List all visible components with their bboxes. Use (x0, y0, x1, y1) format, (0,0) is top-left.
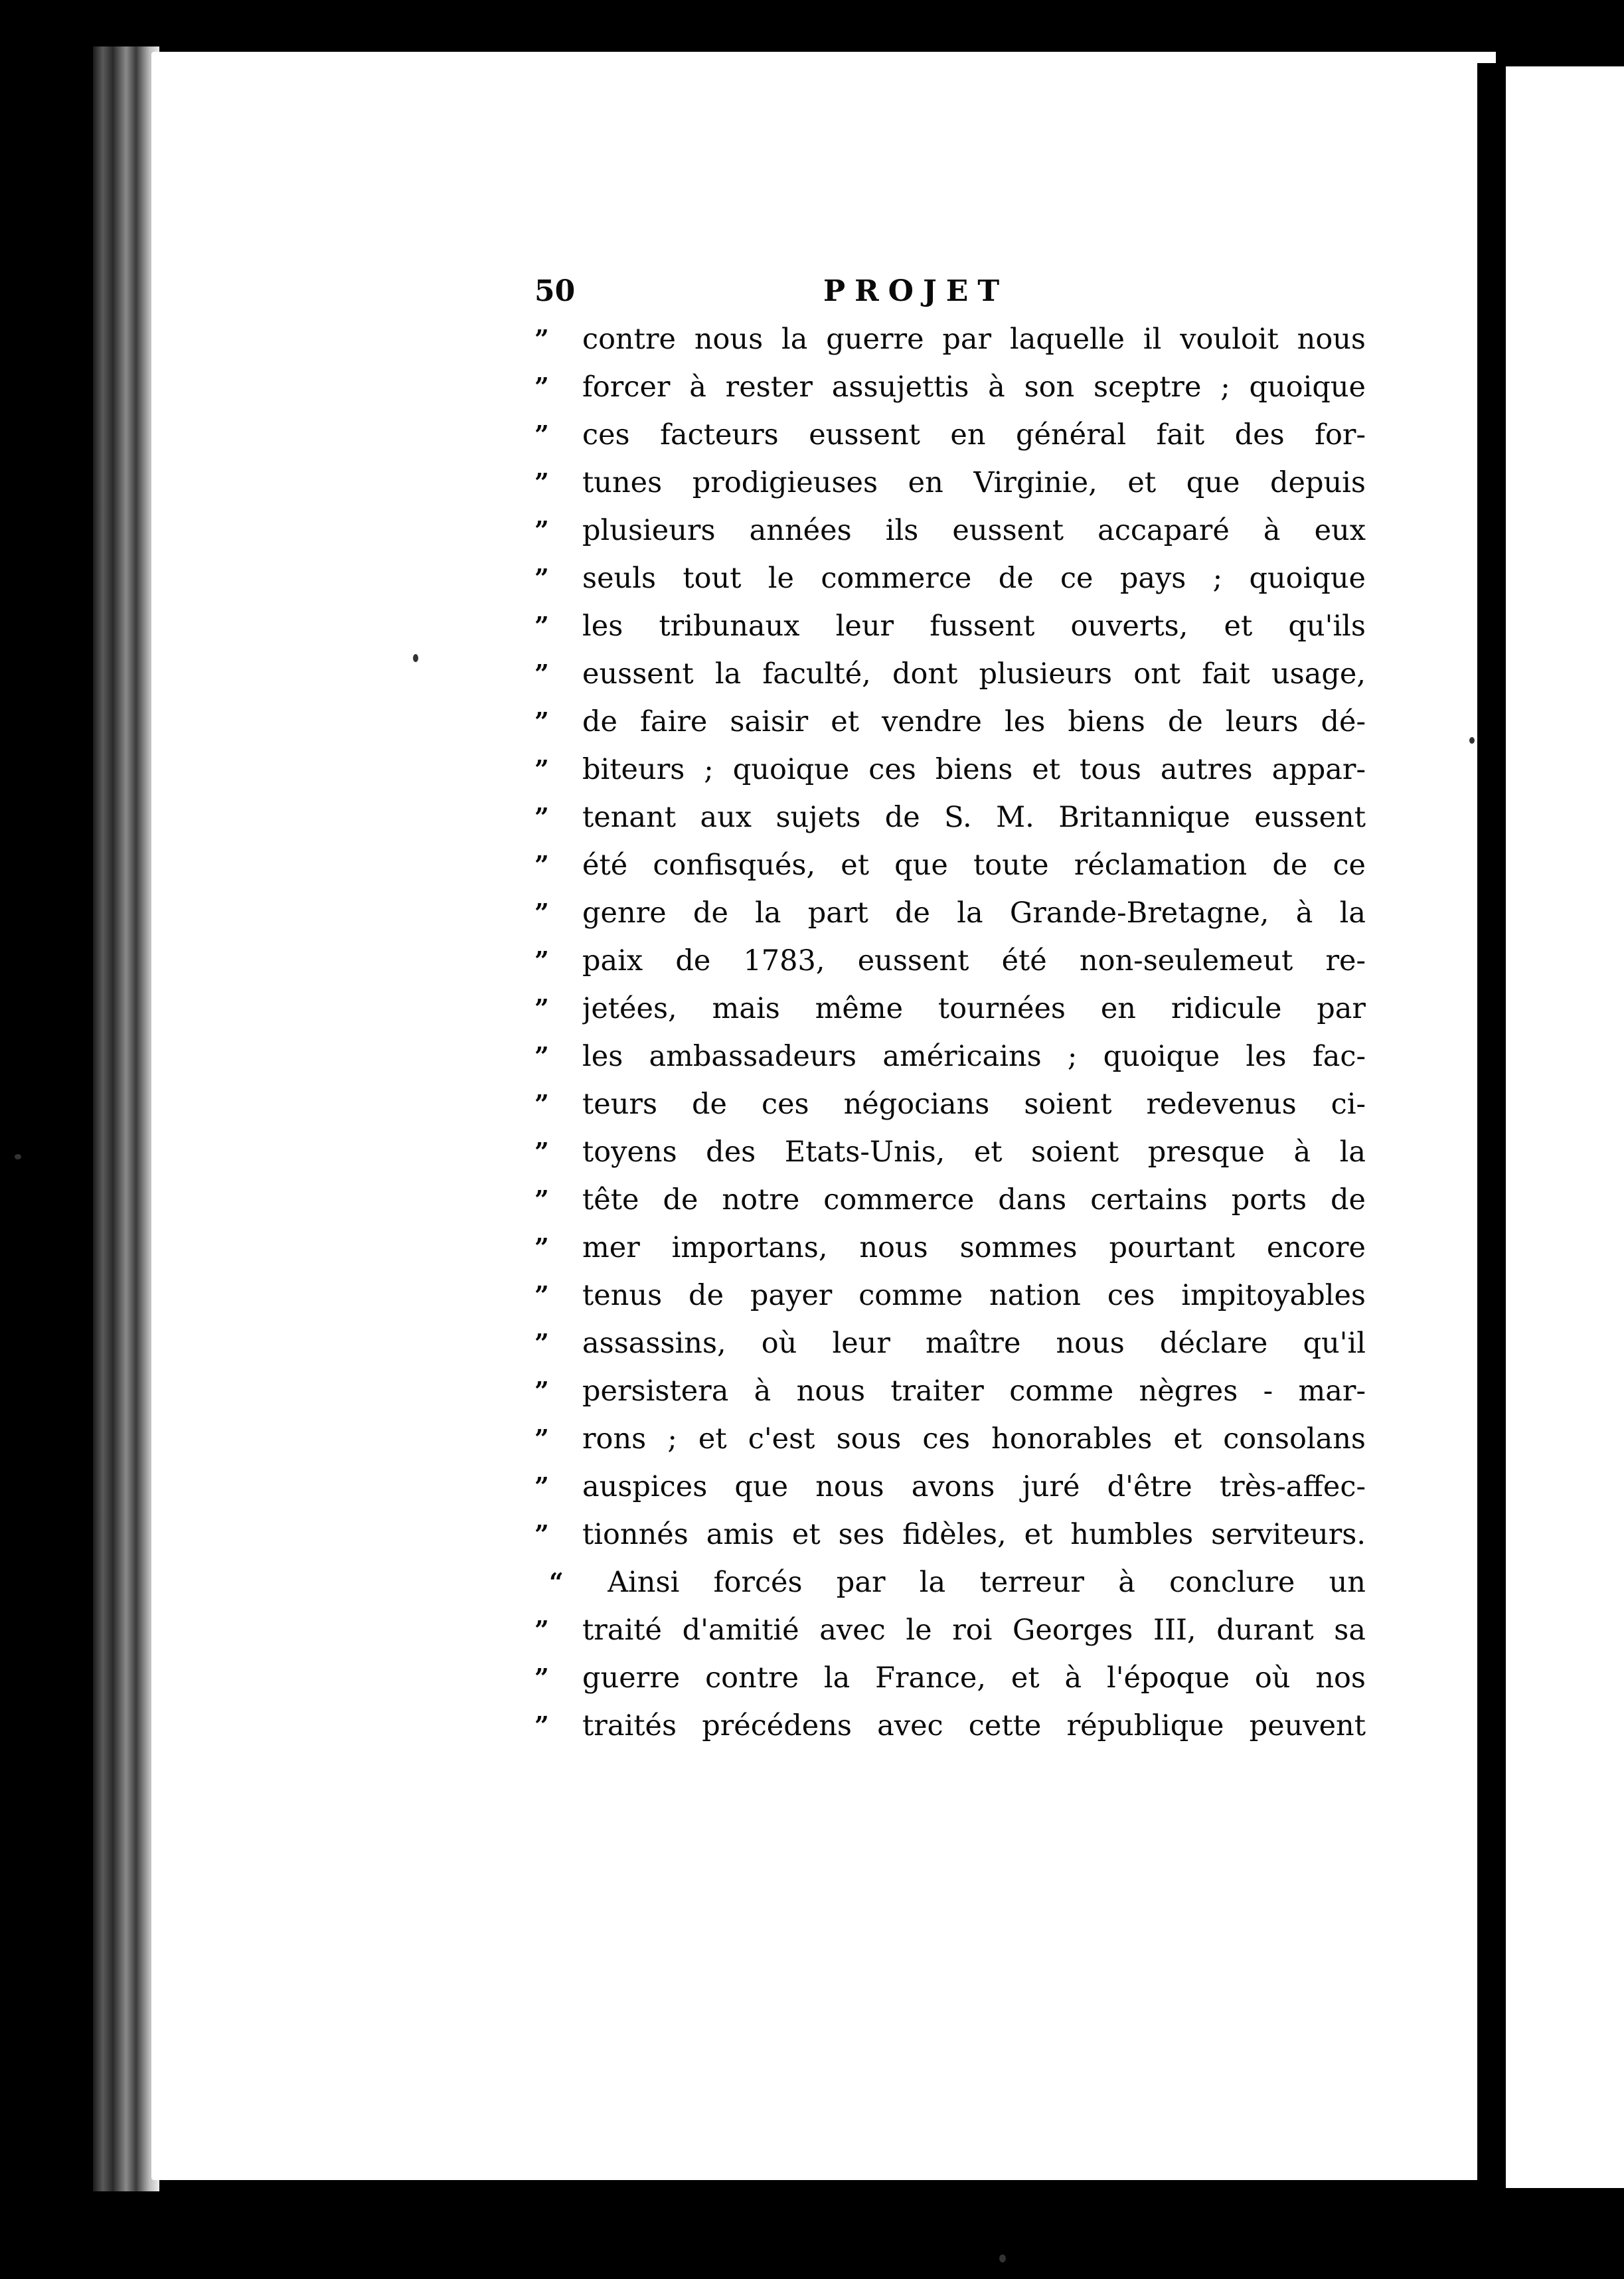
text-line (534, 1272, 1366, 1319)
line-text: tenus de payer comme nation ces impitoyables (582, 1279, 1366, 1312)
line-text: jetées, mais même tournées en ridicule par (582, 992, 1366, 1025)
quote-mark: ” (534, 324, 549, 354)
text-line (534, 1606, 1366, 1654)
text-line (534, 1702, 1366, 1750)
text-line (534, 650, 1366, 698)
quote-mark: ” (534, 611, 549, 641)
scan-speck (1469, 737, 1475, 744)
quote-mark: ” (534, 993, 549, 1023)
quote-mark: ” (534, 1280, 549, 1310)
text-line (534, 746, 1366, 794)
quote-mark: ” (534, 563, 549, 593)
running-head-title: PROJET (823, 274, 1009, 308)
page-gutter (1477, 63, 1496, 2181)
text-line (534, 602, 1366, 650)
quote-mark: ” (534, 420, 549, 450)
quote-mark: ” (534, 1137, 549, 1167)
quote-mark: ” (534, 1376, 549, 1406)
text-line (534, 459, 1366, 507)
line-text: auspices que nous avons juré d'être très-affec- (582, 1470, 1366, 1503)
line-text: toyens des Etats-Unis, et soient presque à la (582, 1136, 1366, 1169)
line-text: contre nous la guerre par laquelle il vouloit nous (582, 323, 1366, 356)
text-line (534, 1367, 1366, 1415)
line-text: les tribunaux leur fussent ouverts, et qu'ils (582, 610, 1366, 643)
text-line (534, 1511, 1366, 1559)
quote-mark: ” (534, 1615, 549, 1645)
text-line (534, 1176, 1366, 1224)
line-text: traité d'amitié avec le roi Georges III, durant sa (582, 1614, 1366, 1647)
text-line (534, 1033, 1366, 1080)
text-line (534, 1654, 1366, 1702)
line-text: tunes prodigieuses en Virginie, et que depuis (582, 466, 1366, 499)
book-edge-shadow (93, 46, 159, 2191)
line-text: de faire saisir et vendre les biens de leurs dé- (582, 705, 1366, 738)
text-line (534, 1415, 1366, 1463)
quote-mark: ” (534, 1711, 549, 1740)
line-text: biteurs ; quoique ces biens et tous autres appar- (582, 753, 1366, 786)
line-text: tenant aux sujets de S. M. Britannique eussent (582, 801, 1366, 834)
page-number: 50 (534, 274, 576, 308)
quote-mark: ” (534, 1519, 549, 1549)
text-line (534, 889, 1366, 937)
text-line (534, 698, 1366, 746)
text-line (534, 315, 1366, 363)
line-text: tionnés amis et ses fidèles, et humbles serviteurs. (582, 1518, 1366, 1551)
quote-mark: ” (534, 754, 549, 784)
quote-mark: ” (534, 898, 549, 928)
quote-mark: ” (534, 1185, 549, 1215)
text-line (534, 363, 1366, 411)
quote-mark: ” (534, 946, 549, 975)
line-text: genre de la part de la Grande-Bretagne, à la (582, 896, 1366, 930)
line-text: été confisqués, et que toute réclamation de ce (582, 849, 1366, 882)
quote-mark: “ (549, 1567, 564, 1597)
text-line (534, 554, 1366, 602)
text-line (534, 1128, 1366, 1176)
line-text: eussent la faculté, dont plusieurs ont fait usage, (582, 657, 1366, 691)
quote-mark: ” (534, 802, 549, 832)
quote-mark: ” (534, 1232, 549, 1262)
text-line (534, 411, 1366, 459)
line-text: tête de notre commerce dans certains ports de (582, 1183, 1366, 1217)
line-text: forcer à rester assujettis à son sceptre ; quoique (582, 371, 1366, 404)
running-head (534, 262, 1366, 315)
text-line (534, 1080, 1366, 1128)
scan-speck (413, 654, 418, 662)
quote-mark: ” (534, 1472, 549, 1501)
line-text: rons ; et c'est sous ces honorables et consolans (582, 1422, 1366, 1456)
line-text: paix de 1783, eussent été non-seulemeut re- (582, 944, 1366, 977)
line-text: guerre contre la France, et à l'époque où nos (582, 1661, 1366, 1695)
quote-mark: ” (534, 1663, 549, 1693)
quote-mark: ” (534, 1041, 549, 1071)
right-page-sliver (1506, 66, 1624, 2188)
line-text: plusieurs années ils eussent accaparé à eux (582, 514, 1366, 547)
scan-speck (15, 1154, 21, 1159)
text-line (534, 1224, 1366, 1272)
quote-mark: ” (534, 1328, 549, 1358)
line-text: persistera à nous traiter comme nègres - mar- (582, 1375, 1366, 1408)
text-line (534, 937, 1366, 985)
line-text: traités précédens avec cette république peuvent (582, 1709, 1366, 1742)
line-text: les ambassadeurs américains ; quoique les fac- (582, 1040, 1366, 1073)
quote-mark: ” (534, 467, 549, 497)
line-text: teurs de ces négocians soient redevenus ci- (582, 1088, 1366, 1121)
scan-speck (999, 2254, 1006, 2262)
text-line (534, 841, 1366, 889)
line-text: mer importans, nous sommes pourtant encore (582, 1231, 1366, 1264)
line-text: seuls tout le commerce de ce pays ; quoique (582, 562, 1366, 595)
text-line (534, 1559, 1366, 1606)
text-line (534, 985, 1366, 1033)
quote-mark: ” (534, 659, 549, 689)
text-line (534, 507, 1366, 554)
quote-mark: ” (534, 1424, 549, 1454)
quote-mark: ” (534, 707, 549, 736)
line-text: assassins, où leur maître nous déclare qu'il (582, 1327, 1366, 1360)
text-line (534, 1463, 1366, 1511)
text-block (534, 262, 1366, 1750)
text-line (534, 794, 1366, 841)
quote-mark: ” (534, 1089, 549, 1119)
quote-mark: ” (534, 515, 549, 545)
text-line (534, 1319, 1366, 1367)
line-text: ces facteurs eussent en général fait des for- (582, 418, 1366, 452)
quote-mark: ” (534, 372, 549, 402)
quote-mark: ” (534, 850, 549, 880)
line-text: Ainsi forcés par la terreur à conclure un (608, 1566, 1366, 1599)
